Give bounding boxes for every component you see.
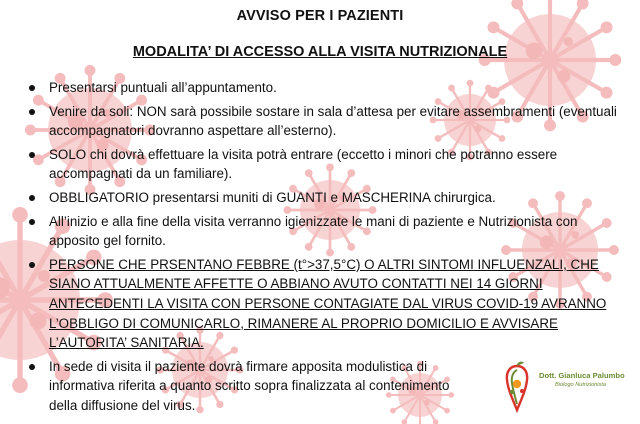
list-item (0, 145, 640, 184)
notice-title: AVVISO PER I PAZIENTI (236, 8, 404, 24)
logo-role: Biologo Nutrizionista (555, 382, 606, 388)
list-item-text: Venire da soli: NON sarà possibile sostare in sala d’attesa per evitare assembramenti (eventuali accompagnatori dovranno aspettare all’esterno). (49, 103, 617, 139)
bullet-icon (29, 195, 35, 201)
list-item-text: Presentarsi puntuali all’appuntamento. (49, 80, 277, 95)
list-item-text: OBBLIGATORIO presentarsi muniti di GUANTI e MASCHERINA chirurgica. (49, 189, 496, 205)
bullet-icon (29, 109, 35, 115)
list-item (0, 78, 640, 98)
list-item (0, 212, 640, 251)
nutritionist-logo-icon (500, 360, 534, 414)
list-item-warning (0, 255, 640, 353)
bullet-icon (29, 262, 35, 268)
list-item-text: All’inizio e alla fine della visita verranno igienizzate le mani di paziente e Nutrizionista con apposito gel fornito. (49, 213, 578, 249)
bullet-icon (29, 219, 35, 225)
nutritionist-logo (500, 360, 630, 416)
bullet-icon (29, 85, 35, 91)
list-item (0, 188, 640, 208)
notice-subtitle: MODALITA’ DI ACCESSO ALLA VISITA NUTRIZIONALE (132, 44, 508, 60)
bullet-icon (29, 364, 35, 370)
list-item-text: In sede di visita il paziente dovrà firmare apposita modulistica di informativa riferita a quanto scritto sopra finalizzata al contenimento della diffusione del virus. (49, 358, 450, 413)
logo-name: Dott. Gianluca Palumbo (539, 371, 625, 380)
list-item-text: PERSONE CHE PRSENTANO FEBBRE (t°>37,5°C) O ALTRI SINTOMI INFLUENZALI, CHE SIANO ATTUALMENTE AFFETTE O ABBIANO AVUTO CONTATTI NEI 14 GIORNI ANTECEDENTI LA VISITA CON PERSONE CONTAGIATE DAL VIRUS COVID-19 AVRANNO L’OBBLIGO DI COMUNICARLO, RIMANERE AL PROPRIO DOMICILIO E AVVISARE L’AUTORITA’ SANITARIA. (49, 256, 607, 351)
list-item-text: SOLO chi dovrà effettuare la visita potrà entrare (eccetto i minori che potranno essere accompagnati da un familiare). (49, 146, 558, 182)
bullet-icon (29, 152, 35, 158)
list-item (0, 102, 640, 141)
